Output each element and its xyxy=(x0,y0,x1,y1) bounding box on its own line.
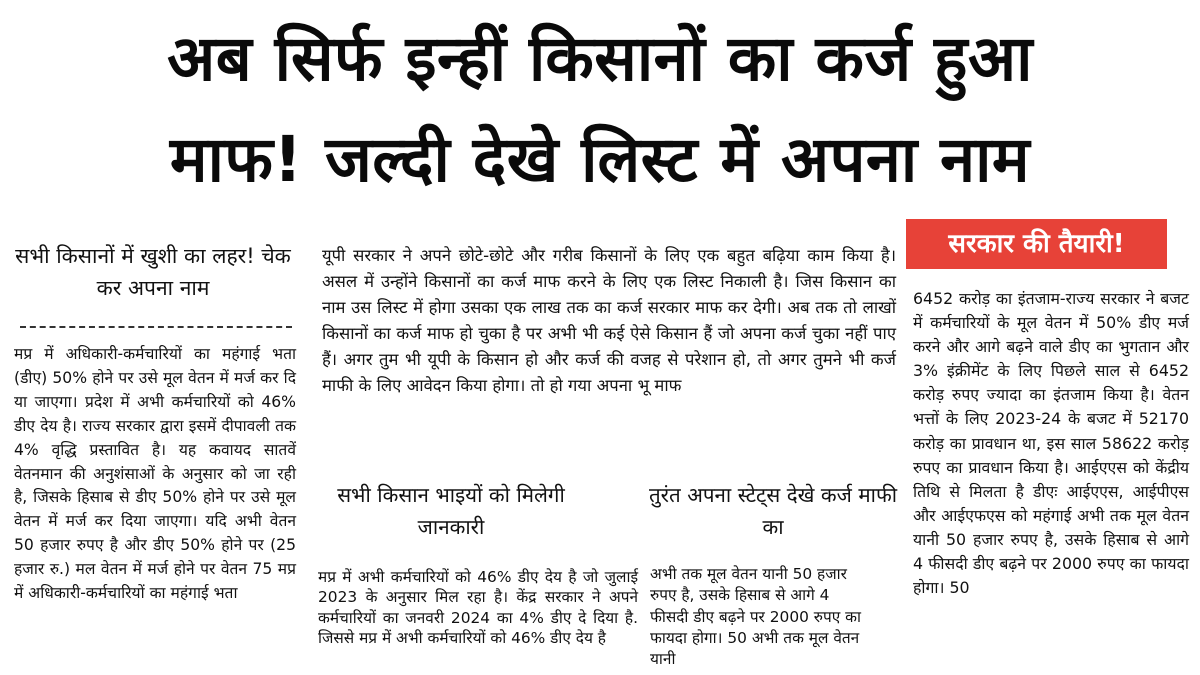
headline-line-1: अब सिर्फ इन्हीं किसानों का कर्ज हुआ xyxy=(167,22,1033,95)
left-subheading: सभी किसानों में खुशी का लहर! चेक कर अपना नाम xyxy=(15,244,291,300)
middle-intro-text: यूपी सरकार ने अपने छोटे-छोटे और गरीब किसानों के लिए एक बहुत बढ़िया काम किया है। असल में उन्होंने किसानों का कर्ज माफ करने के लिए एक लिस्ट निकाली है। जिस किसान का नाम उस लिस्ट में होगा उसका एक लाख तक का कर्ज सरकार माफ कर देगी। अब तक तो लाखों किसानों का कर्ज माफ हो चुका है पर अभी भी कई ऐसे किसान हैं जो अपना कर्ज चुका नहीं पाए हैं। अगर तुम भी यूपी के किसान हो और कर्ज की वजह से परेशान हो, तो अगर तुमने भी कर्ज माफी के लिए आवेदन किया होगा। तो हो गया अपना भू माफ xyxy=(322,246,896,396)
headline xyxy=(0,8,1200,210)
middle-body-text-2: अभी तक मूल वेतन यानी 50 हजार रुपए है, उसके हिसाब से आगे 4 फीसदी डीए बढ़ने पर 2000 रुपए का फायदा होगा। 50 अभी तक मूल वेतन यानी xyxy=(650,565,861,669)
sarkar-ki-taiyari-banner: सरकार की तैयारी! xyxy=(906,219,1167,269)
middle-subheading-1: सभी किसान भाइयों को मिलेगी जानकारी xyxy=(337,483,565,539)
middle-body-text-1: मप्र में अभी कर्मचारियों को 46% डीए देय है जो जुलाई 2023 के अनुसार मिल रहा है। केंद्र सरकार ने अपने कर्मचारियों का जनवरी 2024 का 4% डीए दे दिया है. जिससे मप्र में अभी कर्मचारियों को 46% डीए देय है xyxy=(318,568,638,648)
right-body-text: 6452 करोड़ का इंतजाम-राज्य सरकार ने बजट में कर्मचारियों के मूल वेतन में 50% डीए मर्ज करने और आगे बढ़ने वाले डीए का भुगतान और 3% इंक्रीमेंट के लिए पिछले साल से 6452 करोड़ रुपए ज्यादा का इंतजाम किया है। वेतन भत्तों के लिए 2023-24 के बजट में 52170 करोड़ का प्रावधान था, इस साल 58622 करोड़ रुपए का प्रावधान किया है। आईएएस को केंद्रीय तिथि से मिलता है डीएः आईएएस, आईपीएस और आईएफएस को महंगाई अभी तक मूल वेतन यानी 50 हजार रुपए है, उसके हिसाब से आगे 4 फीसदी डीए बढ़ने पर 2000 रुपए का फायदा होगा। 50 xyxy=(913,289,1189,598)
left-body-text: मप्र में अधिकारी-कर्मचारियों का महंगाई भता (डीए) 50% होने पर उसे मूल वेतन में मर्ज कर दि या जाएगा। प्रदेश में अभी कर्मचारियों को 46% डीए देय है। राज्य सरकार द्वारा इसमें दीपावली तक 4% वृद्धि प्रस्तावित है। यह कवायद सातवें वेतनमान की अनुशंसाओं के अनुसार को जा रही है, जिसके हिसाब से डीए 50% होने पर उसे मूल वेतन में मर्ज कर दिया जाएगा। यदि अभी वेतन 50 हजार रुपए है और डीए 50% होने पर (25 हजार रु.) मल वेतन में मर्ज होने पर वेतन 75 मप्र में अधिकारी-कर्मचारियों का महंगाई भता xyxy=(14,345,296,603)
dashed-divider xyxy=(20,326,292,328)
headline-line-2: माफ! जल्दी देखे लिस्ट में अपना नाम xyxy=(169,123,1031,196)
middle-subheading-2: तुरंत अपना स्टेट्स देखे कर्ज माफी का xyxy=(648,483,898,539)
